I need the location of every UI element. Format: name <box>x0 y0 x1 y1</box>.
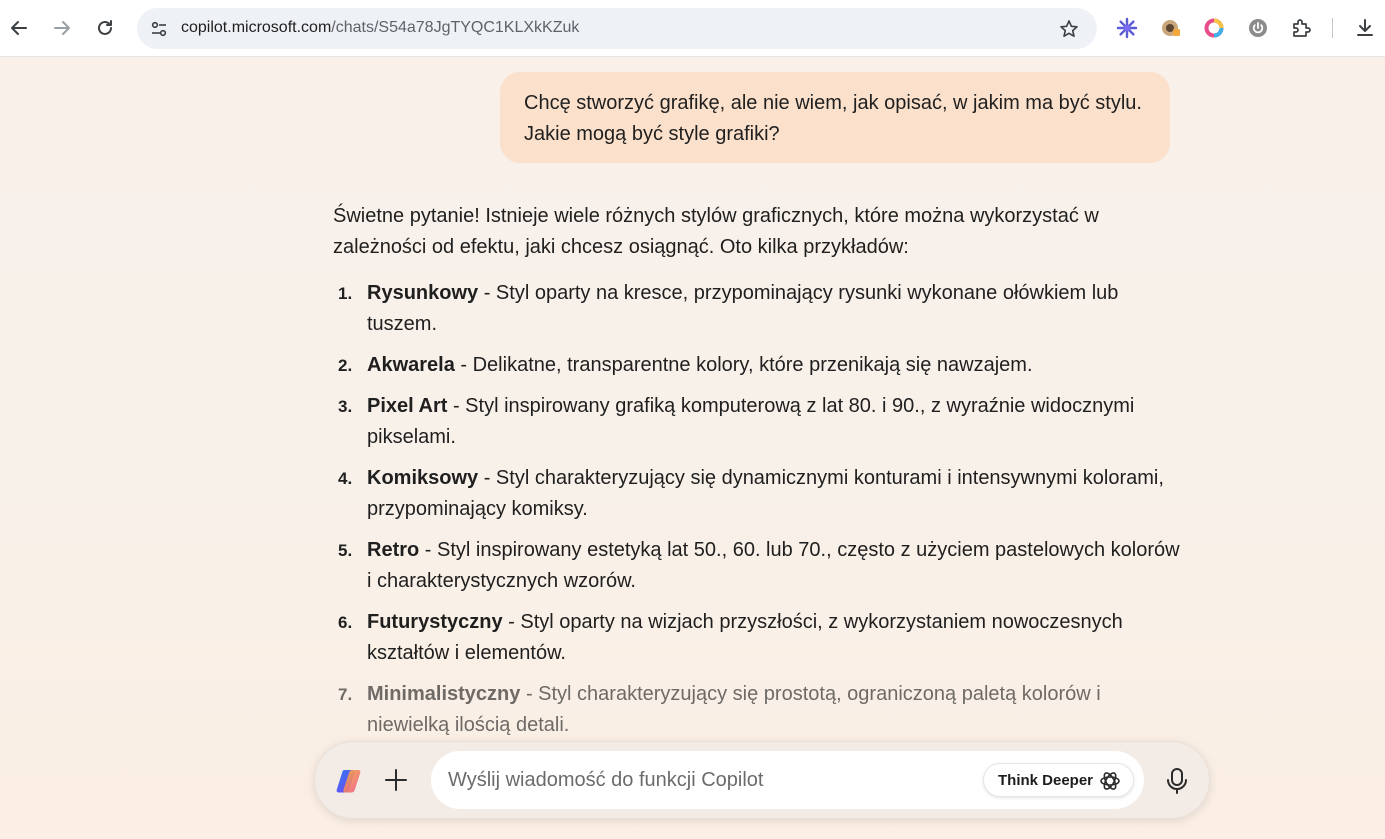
answer-intro: Świetne pytanie! Istnieje wiele różnych stylów graficznych, które można wykorzystać w zależności od efektu, jaki chcesz osiągnąć. Oto kilka przykładów: <box>333 205 1099 258</box>
style-name: Rysunkowy <box>367 282 479 304</box>
arrow-left-icon <box>9 18 29 38</box>
style-name: Minimalistyczny <box>367 683 521 705</box>
list-item <box>333 607 1183 669</box>
fox-extension-icon <box>1160 17 1182 39</box>
list-item <box>333 463 1183 525</box>
list-item <box>333 350 1183 381</box>
site-info-button[interactable] <box>145 15 173 43</box>
style-name: Komiksowy <box>367 467 479 489</box>
reload-icon <box>95 18 115 38</box>
url-path: /chats/S54a78JgTYQC1KLXkKZuk <box>331 19 580 36</box>
think-deeper-icon <box>1099 770 1121 792</box>
message-input[interactable] <box>448 765 948 795</box>
plus-icon <box>384 768 408 792</box>
list-item <box>333 278 1183 340</box>
toolbar-separator <box>1332 18 1333 38</box>
copilot-logo-button[interactable] <box>334 766 364 796</box>
tune-icon <box>150 20 168 38</box>
arrow-right-icon <box>52 18 72 38</box>
copilot-answer <box>333 201 1183 751</box>
puzzle-icon <box>1290 17 1312 39</box>
sparkle-extension-icon <box>1116 17 1138 39</box>
add-button[interactable] <box>381 765 411 795</box>
extension-2[interactable] <box>1159 16 1183 40</box>
power-icon <box>1247 17 1269 39</box>
style-description: - Styl oparty na wizjach przyszłości, z wykorzystaniem nowoczesnych kształtów i elementów. <box>367 611 1123 664</box>
address-bar[interactable] <box>137 8 1097 49</box>
list-item <box>333 679 1183 741</box>
list-number: 3. <box>338 397 353 416</box>
style-description: - Styl oparty na kresce, przypominający rysunki wykonane ołówkiem lub tuszem. <box>367 282 1119 335</box>
style-description: - Styl inspirowany grafiką komputerową z lat 80. i 90., z wyraźnie widocznymi pikselami. <box>367 395 1135 448</box>
style-name: Akwarela <box>367 354 455 376</box>
forward-button[interactable] <box>46 12 78 44</box>
list-number: 5. <box>338 541 353 560</box>
download-icon <box>1354 17 1376 39</box>
extension-1[interactable] <box>1115 16 1139 40</box>
style-description: - Styl charakteryzujący się prostotą, ograniczoną paletą kolorów i niewielką ilością detali. <box>367 683 1101 736</box>
downloads-button[interactable] <box>1353 16 1377 40</box>
message-input-container <box>431 751 1144 809</box>
list-number: 4. <box>338 469 353 488</box>
url-domain: copilot.microsoft.com <box>181 19 332 36</box>
message-composer <box>314 741 1210 819</box>
extension-4[interactable] <box>1246 16 1270 40</box>
think-deeper-label: Think Deeper <box>998 771 1094 789</box>
reload-button[interactable] <box>89 12 121 44</box>
styles-list <box>333 278 1183 741</box>
browser-toolbar <box>0 0 1385 57</box>
url-text[interactable] <box>181 19 579 37</box>
bookmark-button[interactable] <box>1057 17 1081 41</box>
extensions-button[interactable] <box>1289 16 1313 40</box>
microphone-button[interactable] <box>1162 766 1192 796</box>
extension-3[interactable] <box>1202 16 1226 40</box>
star-icon <box>1059 19 1079 39</box>
user-message-bubble <box>500 72 1170 163</box>
list-number: 6. <box>338 613 353 632</box>
list-number: 1. <box>338 284 353 303</box>
microphone-icon <box>1165 767 1189 795</box>
style-name: Futurystyczny <box>367 611 503 633</box>
style-description: - Styl inspirowany estetyką lat 50., 60. lub 70., często z użyciem pastelowych kolorów i charakterystycznych wzorów. <box>367 539 1180 592</box>
list-item <box>333 535 1183 597</box>
style-description: - Delikatne, transparentne kolory, które przenikają się nawzajem. <box>454 354 1033 376</box>
color-ring-icon <box>1203 17 1225 39</box>
style-description: - Styl charakteryzujący się dynamicznymi konturami i intensywnymi kolorami, przypominający komiksy. <box>367 467 1164 520</box>
copilot-logo-icon <box>334 766 364 796</box>
list-number: 7. <box>338 685 353 704</box>
list-item <box>333 391 1183 453</box>
list-number: 2. <box>338 356 353 375</box>
style-name: Pixel Art <box>367 395 448 417</box>
back-button[interactable] <box>3 12 35 44</box>
style-name: Retro <box>367 539 420 561</box>
think-deeper-button[interactable] <box>983 763 1134 797</box>
user-message-text: Chcę stworzyć grafikę, ale nie wiem, jak opisać, w jakim ma być stylu. Jakie mogą być style grafiki? <box>524 92 1142 145</box>
